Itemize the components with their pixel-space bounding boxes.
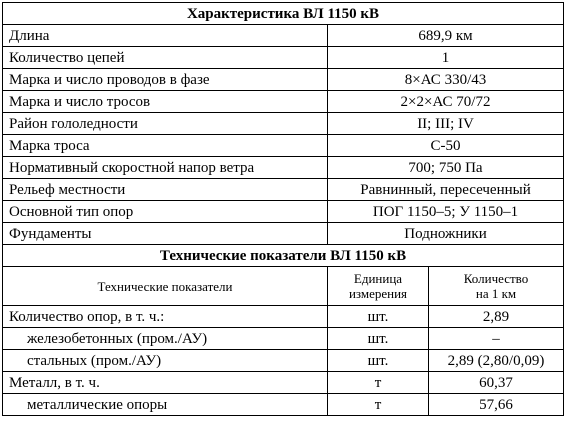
row-label: Количество опор, в т. ч.: bbox=[3, 306, 328, 328]
table-row bbox=[3, 91, 564, 113]
row-label: Рельеф местности bbox=[3, 179, 328, 201]
header-unit bbox=[328, 267, 429, 306]
table-row bbox=[3, 306, 564, 328]
table-row bbox=[3, 201, 564, 223]
header-unit-line2: измерения bbox=[348, 286, 408, 301]
row-label: металлические опоры bbox=[3, 394, 328, 416]
row-value: II; III; IV bbox=[328, 113, 564, 135]
table2-header-row bbox=[3, 267, 564, 306]
row-label: Марка троса bbox=[3, 135, 328, 157]
row-value: 8×АС 330/43 bbox=[328, 69, 564, 91]
table-row bbox=[3, 135, 564, 157]
table2-title: Технические показатели ВЛ 1150 кВ bbox=[3, 245, 564, 267]
table2-title-row bbox=[3, 245, 564, 267]
row-unit: шт. bbox=[328, 350, 429, 372]
row-value: Равнинный, пересеченный bbox=[328, 179, 564, 201]
table-row bbox=[3, 25, 564, 47]
table-row bbox=[3, 328, 564, 350]
row-unit: т bbox=[328, 372, 429, 394]
row-value: 2×2×АС 70/72 bbox=[328, 91, 564, 113]
table-row bbox=[3, 372, 564, 394]
table-row bbox=[3, 69, 564, 91]
row-value: 1 bbox=[328, 47, 564, 69]
row-label: стальных (пром./АУ) bbox=[3, 350, 328, 372]
table1-title-row bbox=[3, 3, 564, 25]
table-row bbox=[3, 157, 564, 179]
document-page bbox=[2, 2, 564, 416]
header-unit-line1: Единица bbox=[353, 271, 403, 286]
header-quantity-line1: Количество bbox=[463, 271, 529, 286]
row-label: Район гололедности bbox=[3, 113, 328, 135]
row-value: Подножники bbox=[328, 223, 564, 245]
table-row bbox=[3, 350, 564, 372]
row-label: Марка и число проводов в фазе bbox=[3, 69, 328, 91]
row-value: С-50 bbox=[328, 135, 564, 157]
row-value: 700; 750 Па bbox=[328, 157, 564, 179]
table-row bbox=[3, 179, 564, 201]
header-quantity-line2: на 1 км bbox=[475, 286, 517, 301]
row-label: Нормативный скоростной напор ветра bbox=[3, 157, 328, 179]
row-quantity: 2,89 (2,80/0,09) bbox=[429, 350, 564, 372]
table-row bbox=[3, 47, 564, 69]
row-label: Основной тип опор bbox=[3, 201, 328, 223]
row-quantity: – bbox=[429, 328, 564, 350]
table-row bbox=[3, 113, 564, 135]
row-quantity: 60,37 bbox=[429, 372, 564, 394]
row-unit: шт. bbox=[328, 328, 429, 350]
row-label: Длина bbox=[3, 25, 328, 47]
row-label: Фундаменты bbox=[3, 223, 328, 245]
row-unit: т bbox=[328, 394, 429, 416]
row-unit: шт. bbox=[328, 306, 429, 328]
table-row bbox=[3, 223, 564, 245]
row-value: ПОГ 1150–5; У 1150–1 bbox=[328, 201, 564, 223]
row-value: 689,9 км bbox=[328, 25, 564, 47]
row-quantity: 57,66 bbox=[429, 394, 564, 416]
table1-title: Характеристика ВЛ 1150 кВ bbox=[3, 3, 564, 25]
row-label: Количество цепей bbox=[3, 47, 328, 69]
row-label: Металл, в т. ч. bbox=[3, 372, 328, 394]
table-row bbox=[3, 394, 564, 416]
header-indicators: Технические показатели bbox=[3, 267, 328, 306]
power-line-table bbox=[2, 2, 564, 416]
row-label: Марка и число тросов bbox=[3, 91, 328, 113]
row-quantity: 2,89 bbox=[429, 306, 564, 328]
header-quantity bbox=[429, 267, 564, 306]
row-label: железобетонных (пром./АУ) bbox=[3, 328, 328, 350]
